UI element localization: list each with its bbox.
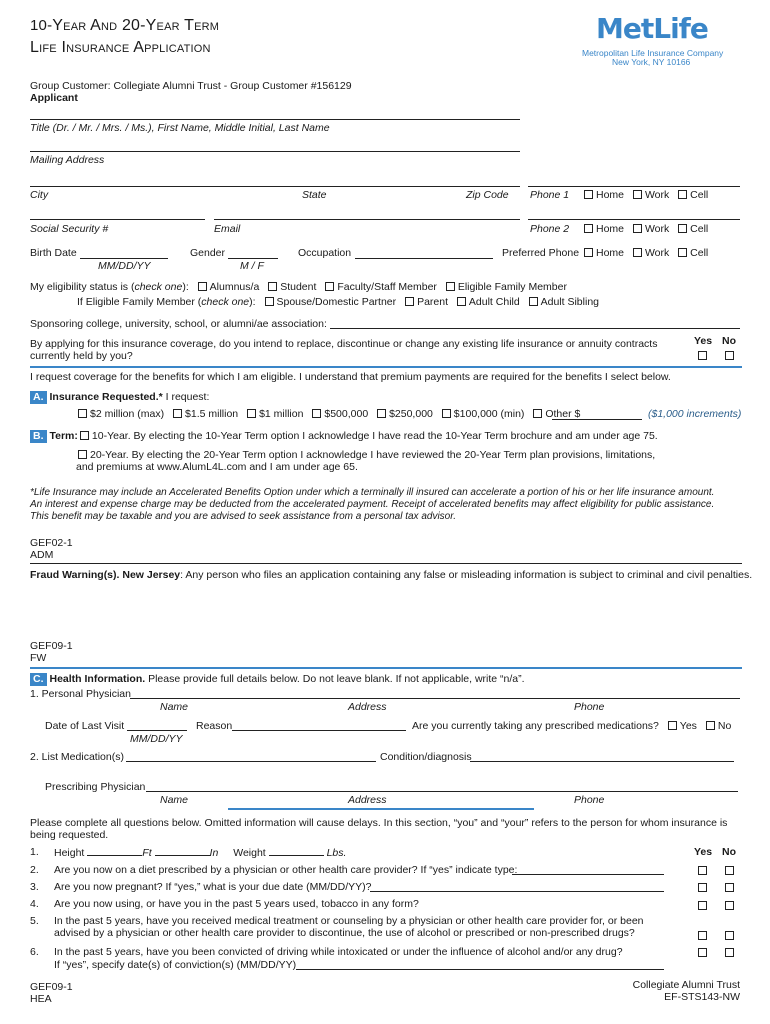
metlife-logo: MetLife: [596, 12, 708, 45]
applicant-heading: Applicant: [30, 92, 78, 104]
replace-no-checkbox[interactable]: [725, 351, 734, 360]
height-ft-field[interactable]: [87, 846, 142, 856]
adult-child-label: Adult Child: [468, 296, 520, 308]
q1-number: 1.: [30, 846, 39, 858]
q4-no-checkbox[interactable]: [725, 901, 734, 910]
preferred-home-checkbox[interactable]: [584, 248, 593, 257]
amount-100k-checkbox[interactable]: [442, 409, 451, 418]
term-20-year-checkbox[interactable]: [78, 450, 87, 459]
complete-note-line2: being requested.: [30, 829, 109, 841]
amount-other-checkbox[interactable]: [533, 409, 542, 418]
sponsoring-label: Sponsoring college, university, school, or alumni/ae association:: [30, 318, 327, 330]
section-b-badge: B.: [30, 430, 47, 443]
email-caption: Email: [214, 223, 241, 235]
questions-no-header: No: [722, 846, 736, 858]
company-name: Metropolitan Life Insurance Company: [582, 48, 724, 58]
form-title-line1: [30, 16, 219, 35]
section-c-badge: C.: [30, 673, 47, 686]
reason-field[interactable]: [232, 730, 406, 731]
q3-field[interactable]: [370, 891, 664, 892]
q2-yes-checkbox[interactable]: [698, 866, 707, 875]
section-b-row3: and premiums at www.AlumL4L.com and I am under age 65.: [76, 461, 358, 473]
q4-no: [725, 900, 734, 913]
phone1-field[interactable]: [528, 186, 740, 187]
physician-field[interactable]: [130, 698, 740, 699]
short-blue-divider: [228, 808, 534, 810]
q2-no-checkbox[interactable]: [725, 866, 734, 875]
prescribed-question: [412, 720, 731, 733]
amount-250k-checkbox[interactable]: [377, 409, 386, 418]
amount-1m-label: $1 million: [259, 408, 304, 420]
in-label: In: [209, 847, 219, 859]
request-coverage: I request coverage for the benefits for which I am eligible. I understand that premium payments are required for the benefits I select below.: [30, 371, 671, 383]
city-caption: City: [30, 189, 49, 201]
q5-no: [725, 930, 734, 943]
family-member-label: Eligible Family Member: [457, 281, 567, 293]
code-fw-2: FW: [30, 652, 47, 664]
disclaimer-line3: This benefit may be taxable and you are advised to seek assistance from a personal tax advisor.: [30, 511, 456, 522]
form-title-line2: Life Insurance Application: [30, 39, 211, 56]
fraud-warning: [30, 569, 752, 582]
occupation-field[interactable]: [355, 258, 493, 259]
section-c-intro: Please provide full details below. Do not leave blank. If not applicable, write “n/a”.: [145, 673, 525, 685]
phone1-home-checkbox[interactable]: [584, 190, 593, 199]
title-rest: Year And 20-Year Term: [52, 17, 220, 34]
q3-yes: [698, 882, 707, 895]
family-lead: If Eligible Family Member (: [77, 296, 202, 308]
q3-text: Are you now pregnant? If “yes,” what is your due date (MM/DD/YY)?: [54, 881, 372, 893]
ssn-field[interactable]: [30, 219, 205, 220]
medications-field[interactable]: [126, 761, 376, 762]
amount-1-5m-label: $1.5 million: [185, 408, 239, 420]
code-adm-1: GEF02-1: [30, 537, 73, 549]
section-a-title: Insurance Requested.*: [49, 391, 163, 403]
q3-number: 3.: [30, 881, 39, 893]
q3-no-checkbox[interactable]: [725, 883, 734, 892]
code-adm-2: ADM: [30, 549, 54, 561]
name-field[interactable]: [30, 119, 520, 120]
amount-1-5m-checkbox[interactable]: [173, 409, 182, 418]
condition-field[interactable]: [470, 761, 734, 762]
section-b-row1: [30, 430, 658, 443]
q6-number: 6.: [30, 946, 39, 958]
physician-label: 1. Personal Physician: [30, 688, 131, 700]
increments-note: ($1,000 increments): [648, 408, 742, 420]
amount-2m-label: $2 million (max): [90, 408, 165, 420]
term-10-year-checkbox[interactable]: [80, 431, 89, 440]
work-label: Work: [644, 223, 670, 235]
q5-yes: [698, 930, 707, 943]
birth-date-format: MM/DD/YY: [98, 260, 151, 272]
section-c-title: Health Information.: [49, 673, 146, 685]
q5-no-checkbox[interactable]: [725, 931, 734, 940]
medications-label: 2. List Medication(s): [30, 751, 124, 763]
occupation-label: Occupation: [298, 247, 352, 259]
amount-options: [72, 408, 580, 421]
footer-right-2: EF-STS143-NW: [664, 991, 740, 1003]
q6-no-checkbox[interactable]: [725, 948, 734, 957]
gender-label: Gender: [190, 247, 226, 259]
prescribed-no-checkbox[interactable]: [706, 721, 715, 730]
prescribing-address-caption: Address: [348, 794, 387, 806]
check-one: check one: [134, 281, 183, 293]
prescribed-yes-label: Yes: [679, 720, 697, 732]
group-customer: Group Customer: Collegiate Alumni Trust - Group Customer #156129: [30, 80, 352, 92]
q6-yes: [698, 947, 707, 960]
birth-date-label: Birth Date: [30, 247, 77, 259]
section-b-title: Term:: [49, 430, 78, 442]
phone2-type: [578, 223, 708, 236]
physician-name-caption: Name: [160, 701, 189, 713]
prescribing-field[interactable]: [146, 791, 738, 792]
reason-label: Reason: [196, 720, 233, 732]
adult-sibling-label: Adult Sibling: [540, 296, 599, 308]
adult-child-checkbox[interactable]: [457, 297, 466, 306]
section-b-row2: [72, 449, 655, 462]
amount-500k-checkbox[interactable]: [312, 409, 321, 418]
home-label: Home: [596, 247, 625, 259]
cell-label: Cell: [690, 223, 709, 235]
q6-text-line1: In the past 5 years, have you been convicted of driving while intoxicated or under the influence of alcohol and/or any drug?: [54, 946, 623, 958]
sponsoring-field[interactable]: [330, 328, 740, 329]
mailing-caption: Mailing Address: [30, 154, 105, 166]
preferred-phone-label: Preferred Phone: [502, 247, 580, 259]
student-label: Student: [280, 281, 317, 293]
q5-number: 5.: [30, 915, 39, 927]
q3-yes-checkbox[interactable]: [698, 883, 707, 892]
q5-text-line2: advised by a physician or other health care provider to discontinue, the use of alcohol or prescribed or non-prescribed drugs?: [54, 927, 635, 939]
section-a-tail: I request:: [162, 391, 210, 403]
replace-yes-label: Yes: [694, 335, 713, 347]
q5-text-line1: In the past 5 years, have you received medical treatment or counseling by a physician or other health care provider for, or been: [54, 915, 644, 927]
alumnus-checkbox[interactable]: [198, 282, 207, 291]
fraud-divider: [30, 563, 742, 564]
fraud-text: : Any person who files an application containing any false or misleading information is subject to criminal and civil penalties.: [180, 569, 753, 581]
phone1-label: Phone 1: [530, 189, 570, 201]
email-field[interactable]: [214, 219, 520, 220]
phone2-field[interactable]: [528, 219, 740, 220]
condition-label: Condition/diagnosis: [380, 751, 472, 763]
height-label: Height: [54, 847, 85, 859]
cell-label: Cell: [690, 247, 709, 259]
section-a-heading: [30, 391, 209, 404]
last-visit-format: MM/DD/YY: [130, 733, 183, 745]
home-label: Home: [596, 189, 625, 201]
prescribing-label: Prescribing Physician: [45, 781, 146, 793]
q4-text: Are you now using, or have you in the past 5 years used, tobacco in any form?: [54, 898, 419, 910]
q4-yes-checkbox[interactable]: [698, 901, 707, 910]
prescribing-name-caption: Name: [160, 794, 189, 806]
amount-other-label: Other $: [545, 408, 581, 420]
eligibility-row2: [77, 296, 599, 309]
alumnus-label: Alumnus/a: [209, 281, 260, 293]
health-divider: [30, 667, 742, 669]
term-10-year-label: 10-Year. By electing the 10-Year Term option I acknowledge I have read the 10-Year Term brochure and am under age 75.: [91, 430, 658, 442]
footer-code-2: HEA: [30, 993, 52, 1005]
amount-2m-checkbox[interactable]: [78, 409, 87, 418]
preferred-cell-checkbox[interactable]: [678, 248, 687, 257]
q3-no: [725, 882, 734, 895]
q4-number: 4.: [30, 898, 39, 910]
q2-no: [725, 865, 734, 878]
eligibility-lead: My eligibility status is (: [30, 281, 135, 293]
q2-number: 2.: [30, 864, 39, 876]
phone1-type: [578, 189, 708, 202]
work-label: Work: [644, 189, 670, 201]
disclaimer-line1: *Life Insurance may include an Accelerated Benefits Option under which a terminally ill insured can accelerate a portion of his or her life insurance amount.: [30, 487, 715, 498]
city-state-zip-field[interactable]: [30, 186, 520, 187]
spouse-checkbox[interactable]: [265, 297, 274, 306]
section-c-heading: [30, 673, 525, 686]
amount-500k-label: $500,000: [324, 408, 369, 420]
eligibility-row1: [30, 281, 567, 294]
zip-caption: Zip Code: [466, 189, 509, 201]
amount-250k-label: $250,000: [389, 408, 433, 420]
mailing-address-field[interactable]: [30, 151, 520, 152]
cell-label: Cell: [690, 189, 709, 201]
student-checkbox[interactable]: [268, 282, 277, 291]
parent-checkbox[interactable]: [405, 297, 414, 306]
q6-text-line2: If “yes”, specify date(s) of conviction(s) (MM/DD/YY): [54, 959, 297, 971]
replace-yes-checkbox[interactable]: [698, 351, 707, 360]
phone2-home-checkbox[interactable]: [584, 224, 593, 233]
section-divider: [30, 366, 742, 368]
term-20-year-label: 20-Year. By electing the 20-Year Term option I acknowledge I have reviewed the 20-Year Term plan provisions, limitations,: [90, 449, 656, 461]
name-caption: Title (Dr. / Mr. / Mrs. / Ms.), First Name, Middle Initial, Last Name: [30, 122, 330, 134]
q2-field[interactable]: [512, 874, 664, 875]
other-amount-field[interactable]: [552, 419, 642, 420]
adult-sibling-checkbox[interactable]: [529, 297, 538, 306]
q6-yes-checkbox[interactable]: [698, 948, 707, 957]
company-address: New York, NY 10166: [612, 57, 691, 67]
q2-yes: [698, 865, 707, 878]
faculty-label: Faculty/Staff Member: [337, 281, 437, 293]
gender-field[interactable]: [228, 258, 278, 259]
parent-label: Parent: [417, 296, 448, 308]
footer-right-1: Collegiate Alumni Trust: [632, 979, 740, 991]
fraud-title: Fraud Warning(s). New Jersey: [30, 569, 181, 581]
phone1-cell-checkbox[interactable]: [678, 190, 687, 199]
height-in-field[interactable]: [155, 846, 210, 856]
work-label: Work: [644, 247, 670, 259]
prescribed-question-text: Are you currently taking any prescribed medications?: [412, 720, 659, 732]
disclaimer-line2: An interest and expense charge may be deducted from the accelerated payment. Receipt of accelerated benefits may affect eligibility for public assistance.: [30, 499, 715, 510]
replace-no: [725, 350, 734, 363]
q4-yes: [698, 900, 707, 913]
replace-question-line1: By applying for this insurance coverage, do you intend to replace, discontinue or change any existing life insurance or annuity contracts: [30, 338, 658, 350]
replace-yes: [698, 350, 707, 363]
q1-row: [54, 846, 346, 860]
section-a-badge: A.: [30, 391, 47, 404]
q5-yes-checkbox[interactable]: [698, 931, 707, 940]
amount-100k-label: $100,000 (min): [453, 408, 525, 420]
physician-phone-caption: Phone: [574, 701, 605, 713]
code-fw-1: GEF09-1: [30, 640, 73, 652]
check-one: check one: [201, 296, 250, 308]
spouse-label: Spouse/Domestic Partner: [276, 296, 397, 308]
family-member-checkbox[interactable]: [446, 282, 455, 291]
physician-address-caption: Address: [348, 701, 387, 713]
state-caption: State: [302, 189, 327, 201]
weight-label: Weight: [233, 847, 266, 859]
home-label: Home: [596, 223, 625, 235]
prescribing-phone-caption: Phone: [574, 794, 605, 806]
faculty-checkbox[interactable]: [325, 282, 334, 291]
phone2-label: Phone 2: [530, 223, 570, 235]
weight-field[interactable]: [269, 846, 324, 856]
replace-question-line2: currently held by you?: [30, 350, 133, 362]
complete-note-line1: Please complete all questions below. Omitted information will cause delays. In this section, “you” and “your” refers to the person for whom insurance is: [30, 817, 728, 829]
preferred-phone-type: [578, 247, 708, 260]
gender-format: M / F: [240, 260, 264, 272]
prescribed-yes-checkbox[interactable]: [668, 721, 677, 730]
last-visit-field[interactable]: [127, 730, 187, 731]
title-prefix: 10-: [30, 17, 53, 34]
last-visit-label: Date of Last Visit: [45, 720, 125, 732]
questions-yes-header: Yes: [694, 846, 713, 858]
birth-date-field[interactable]: [80, 258, 168, 259]
phone1-work-checkbox[interactable]: [633, 190, 642, 199]
footer-code-1: GEF09-1: [30, 981, 73, 993]
eligibility-lead-end: ):: [182, 281, 189, 293]
ft-label: Ft: [142, 847, 152, 859]
phone2-work-checkbox[interactable]: [633, 224, 642, 233]
lbs-label: Lbs.: [326, 847, 347, 859]
q6-no: [725, 947, 734, 960]
phone2-cell-checkbox[interactable]: [678, 224, 687, 233]
preferred-work-checkbox[interactable]: [633, 248, 642, 257]
ssn-caption: Social Security #: [30, 223, 109, 235]
prescribed-no-label: No: [717, 720, 732, 732]
q6-field[interactable]: [296, 969, 664, 970]
family-lead-end: ):: [249, 296, 256, 308]
amount-1m-checkbox[interactable]: [247, 409, 256, 418]
replace-no-label: No: [722, 335, 736, 347]
q2-text: Are you now on a diet prescribed by a physician or other health care provider? If “yes” indicate type:: [54, 864, 518, 876]
